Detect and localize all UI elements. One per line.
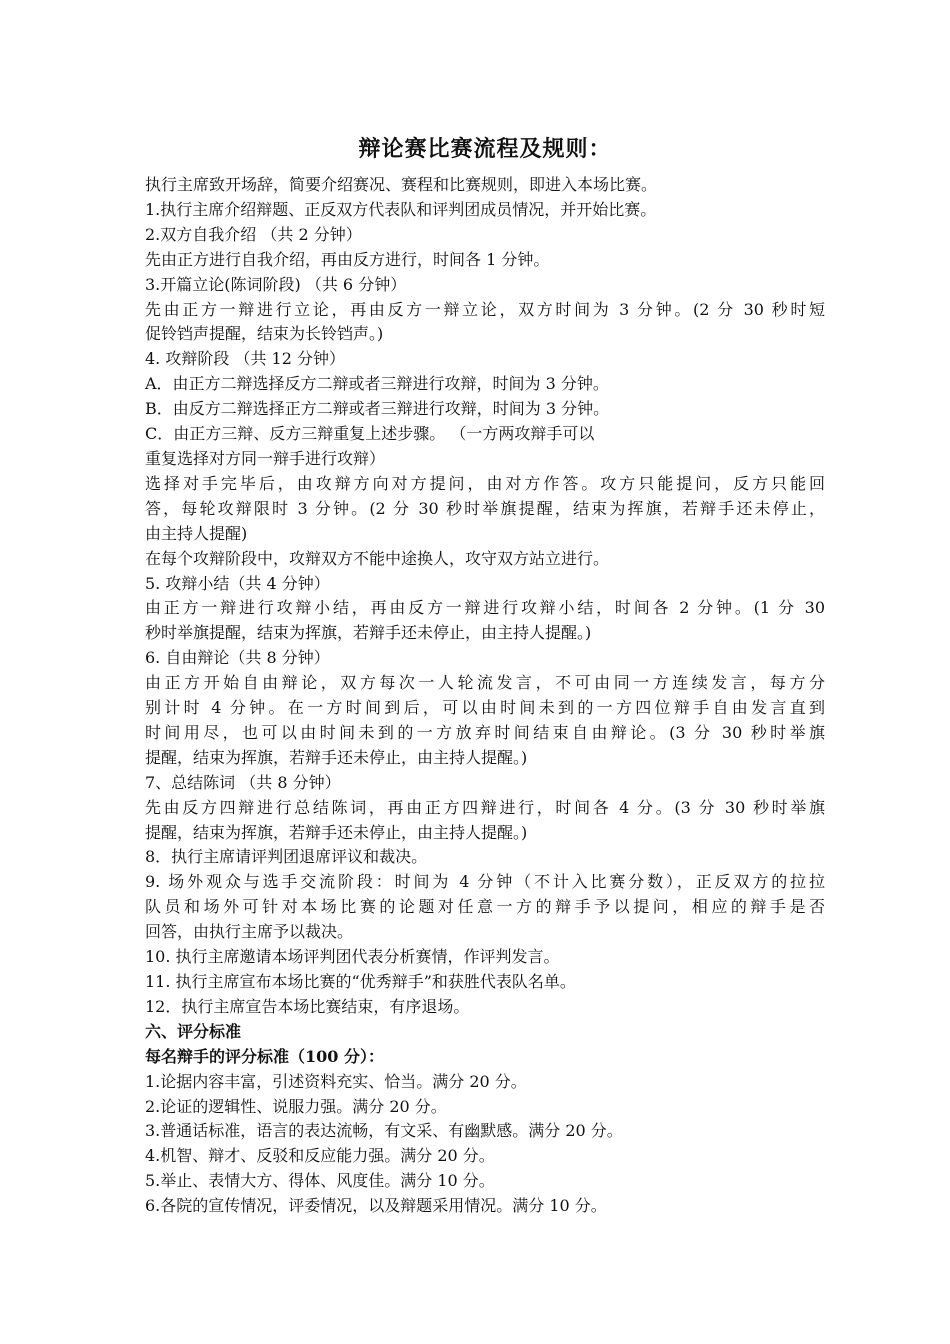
step-4-text-1: 选择对手完毕后，由攻辩方向对方提问，由对方作答。攻方只能提问，反方只能回: [145, 473, 825, 493]
step-2-heading: 2.双方自我介绍 （共 2 分钟）: [145, 224, 362, 244]
step-6-heading: 6. 自由辩论（共 8 分钟）: [145, 648, 330, 668]
step-4-item-c-2: 重复选择对方同一辩手进行攻辩）: [145, 448, 386, 468]
step-7-text-2: 提醒，结束为挥旗，若辩手还未停止，由主持人提醒。): [145, 822, 528, 842]
scoring-section-heading: 六、评分标准: [145, 1021, 242, 1041]
step-4-item-c-1: C．由正方三辩、反方三辩重复上述步骤。 （一方两攻辩手可以: [145, 424, 595, 444]
step-4-item-b: B．由反方二辩选择正方二辩或者三辩进行攻辩，时间为 3 分钟。: [145, 399, 610, 419]
step-5-heading: 5. 攻辩小结（共 4 分钟）: [145, 573, 330, 593]
step-6-text-3: 时间用尽，也可以由时间未到的一方放弃时间结束自由辩论。(3 分 30 秒时举旗: [145, 722, 825, 742]
scoring-item-3: 3.普通话标准，语言的表达流畅，有文采、有幽默感。满分 20 分。: [145, 1121, 623, 1141]
step-5-text-2: 秒时举旗提醒，结束为挥旗，若辩手还未停止，由主持人提醒。): [145, 623, 592, 643]
step-6-text-1: 由正方开始自由辩论，双方每次一人轮流发言，不可由同一方连续发言，每方分: [145, 673, 825, 693]
scoring-item-1: 1.论据内容丰富，引述资料充实、恰当。满分 20 分。: [145, 1071, 527, 1091]
step-4-text-4: 在每个攻辩阶段中，攻辩双方不能中途换人，攻守双方站立进行。: [145, 548, 610, 568]
step-5-text-1: 由正方一辩进行攻辩小结，再由反方一辩进行攻辩小结，时间各 2 分钟。(1 分 30: [145, 598, 825, 618]
step-9-text-3: 回答，由执行主席予以裁决。: [145, 922, 354, 942]
document-page: [145, 133, 825, 1219]
scoring-item-5: 5.举止、表情大方、得体、风度佳。满分 10 分。: [145, 1171, 495, 1191]
step-3-text-1: 先由正方一辩进行立论，再由反方一辩立论，双方时间为 3 分钟。(2 分 30 秒时短: [145, 299, 825, 319]
step-8-line: 8．执行主席请评判团退席评议和裁决。: [145, 847, 428, 867]
scoring-item-4: 4.机智、辩才、反驳和反应能力强。满分 20 分。: [145, 1146, 495, 1166]
scoring-subheading: 每名辩手的评分标准（100 分）：: [145, 1046, 384, 1066]
scoring-item-6: 6.各院的宣传情况，评委情况，以及辩题采用情况。满分 10 分。: [145, 1196, 607, 1216]
step-10-line: 10. 执行主席邀请本场评判团代表分析赛情，作评判发言。: [145, 947, 560, 967]
document-title: 辩论赛比赛流程及规则：: [358, 137, 612, 162]
step-7-text-1: 先由反方四辩进行总结陈词，再由正方四辩进行，时间各 4 分。(3 分 30 秒时举旗: [145, 797, 825, 817]
scoring-item-2: 2.论证的逻辑性、说服力强。满分 20 分。: [145, 1096, 447, 1116]
step-7-heading: 7、总结陈词 （共 8 分钟）: [145, 772, 341, 792]
step-9-text-1: 9. 场外观众与选手交流阶段：时间为 4 分钟（不计入比赛分数），正反双方的拉拉: [145, 872, 825, 892]
step-11-line: 11. 执行主席宣布本场比赛的“优秀辩手”和获胜代表队名单。: [145, 972, 576, 991]
step-6-text-2: 别计时 4 分钟。在一方时间到后，可以由时间未到的一方四位辩手自由发言直到: [145, 698, 825, 718]
step-1-line: 1.执行主席介绍辩题、正反双方代表队和评判团成员情况，并开始比赛。: [145, 199, 657, 219]
step-9-text-2: 队员和场外可针对本场比赛的论题对任意一方的辩手予以提问，相应的辩手是否: [145, 897, 825, 917]
step-3-text-2: 促铃铛声提醒，结束为长铃铛声。): [145, 324, 384, 344]
step-4-item-a: A．由正方二辩选择反方二辩或者三辩进行攻辩，时间为 3 分钟。: [145, 374, 609, 394]
step-4-text-2: 答，每轮攻辩限时 3 分钟。(2 分 30 秒时举旗提醒，结束为挥旗，若辩手还未停止，: [145, 498, 825, 518]
step-4-heading: 4. 攻辩阶段 （共 12 分钟）: [145, 349, 345, 369]
step-2-text: 先由正方进行自我介绍，再由反方进行，时间各 1 分钟。: [145, 249, 550, 269]
step-12-line: 12．执行主席宣告本场比赛结束，有序退场。: [145, 996, 470, 1016]
step-4-text-3: 由主持人提醒): [145, 523, 248, 543]
intro-line: 执行主席致开场辞，简要介绍赛况、赛程和比赛规则，即进入本场比赛。: [145, 175, 658, 194]
step-3-heading: 3.开篇立论(陈词阶段) （共 6 分钟）: [145, 274, 407, 294]
step-6-text-4: 提醒，结束为挥旗，若辩手还未停止，由主持人提醒。): [145, 747, 528, 767]
